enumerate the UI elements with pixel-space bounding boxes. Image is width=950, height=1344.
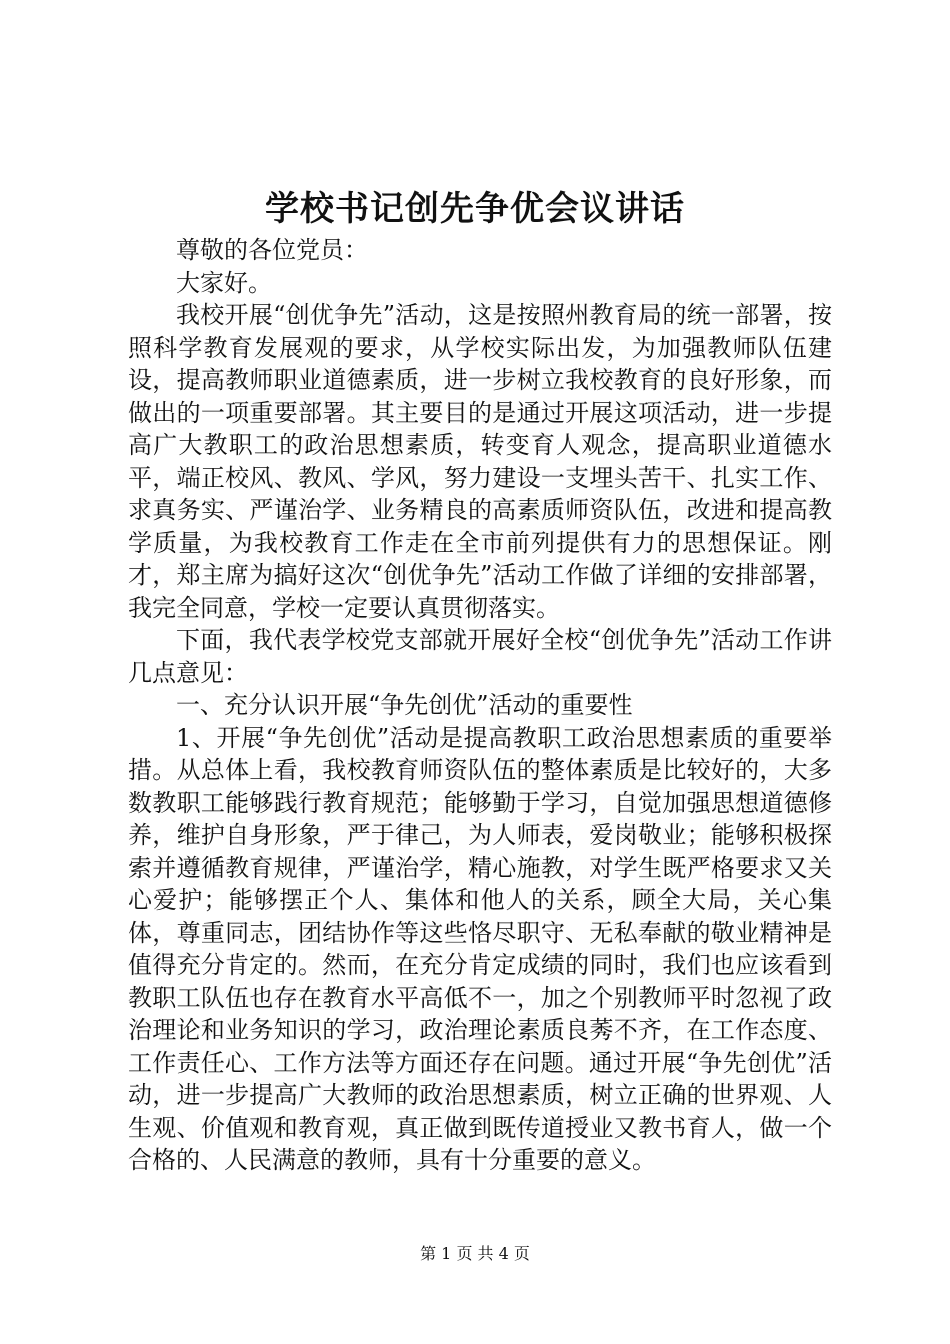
document-body [128, 234, 832, 1177]
greeting-paragraph: 大家好。 [176, 268, 272, 297]
section-heading: 一、充分认识开展“争先创优”活动的重要性 [176, 691, 633, 719]
document-title: 学校书记创先争优会议讲话 [265, 189, 685, 229]
body-paragraph: 1、开展“争先创优”活动是提高教职工政治思想素质的重要举措。从总体上看，我校教育师资队伍的整体素质是比较好的，大多数教职工能够践行教育规范；能够勤于学习，自觉加强思想道德修养，维护自身形象，严于律己，为人师表，爱岗敬业；能够积极探索并遵循教育规律，严谨治学，精心施教，对学生既严格要求又关心爱护；能够摆正个人、集体和他人的关系，顾全大局，关心集体，尊重同志，团结协作等这些恪尽职守、无私奉献的敬业精神是值得充分肯定的。然而，在充分肯定成绩的同时，我们也应该看到教职工队伍也存在教育水平高低不一，加之个别教师平时忽视了政治理论和业务知识的学习，政治理论素质良莠不齐，在工作态度、工作责任心、工作方法等方面还存在问题。通过开展“争先创优”活动，进一步提高广大教师的政治思想素质，树立正确的世界观、人生观、价值观和教育观，真正做到既传道授业又教书育人，做一个合格的、人民满意的教师，具有十分重要的意义。 [128, 723, 832, 1174]
body-paragraph: 下面，我代表学校党支部就开展好全校“创优争先”活动工作讲几点意见： [128, 626, 832, 687]
body-paragraph: 我校开展“创优争先”活动，这是按照州教育局的统一部署，按照科学教育发展观的要求，从学校实际出发，为加强教师队伍建设，提高教师职业道德素质，进一步树立我校教育的良好形象，而做出的一项重要部署。其主要目的是通过开展这项活动，进一步提高广大教职工的政治思想素质，转变育人观念，提高职业道德水平，端正校风、教风、学风，努力建设一支埋头苦干、扎实工作、求真务实、严谨治学、业务精良的高素质师资队伍，改进和提高教学质量，为我校教育工作走在全市前列提供有力的思想保证。刚才，郑主席为搞好这次“创优争先”活动工作做了详细的安排部署，我完全同意，学校一定要认真贯彻落实。 [128, 301, 832, 622]
salutation-paragraph: 尊敬的各位党员： [176, 236, 368, 264]
page-footer: 第 1 页 共 4 页 [420, 1244, 530, 1263]
